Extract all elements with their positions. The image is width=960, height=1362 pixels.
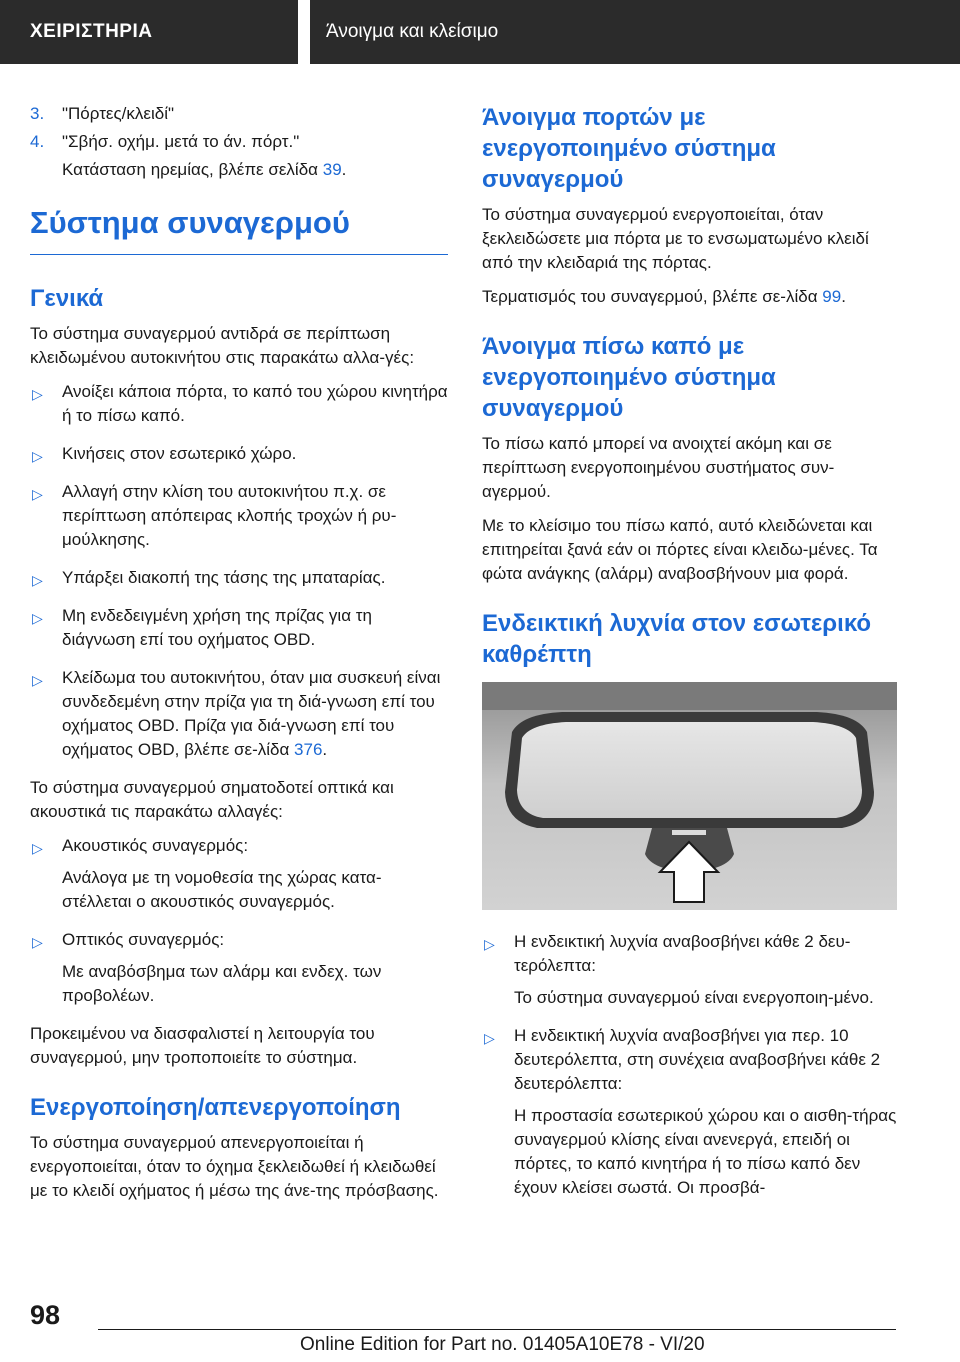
section-title: Σύστημα συναγερμού: [30, 204, 448, 255]
step-number: 4.: [30, 132, 45, 151]
page-link-39[interactable]: 39: [322, 160, 342, 179]
indicator-list: [482, 930, 897, 1200]
list-item: [30, 566, 448, 590]
indicator-detail: Το σύστημα συναγερμού είναι ενεργοποιη-μένο.: [514, 988, 874, 1007]
triangle-bullet-icon: ▷: [32, 934, 43, 950]
indicator-text: Η ενδεικτική λυχνία αναβοσβήνει κάθε 2 δευ-τερόλεπτα:: [514, 932, 851, 975]
triangle-bullet-icon: ▷: [32, 386, 43, 402]
list-item: [30, 928, 448, 1008]
list-item: [30, 666, 448, 762]
footer-divider: [98, 1329, 896, 1330]
left-column: [30, 102, 448, 1213]
page-number: 98: [30, 1300, 61, 1330]
list-item: [482, 930, 897, 1010]
step-4: [30, 130, 448, 154]
signal-detail: Με αναβόσβημα των αλάρμ και ενδεχ. των προβολέων.: [62, 962, 382, 1005]
doors-ref: [482, 285, 897, 309]
edition-note: Online Edition for Part no. 01405A10E78 - VI/20: [300, 1334, 705, 1355]
trigger-list: [30, 380, 448, 762]
tailgate-text-2: Με το κλείσιμο του πίσω καπό, αυτό κλειδώνεται και επιτηρείται ξανά εάν οι πόρτες είναι κλειδω-μένες. Τα φώτα ανάγκης (αλάρμ) αναβοσβήνουν μια φορά.: [482, 516, 878, 583]
signal-label: Οπτικός συναγερμός:: [62, 930, 225, 949]
section-label: ΧΕΙΡΙΣΤΗΡΙΑ: [0, 0, 298, 64]
signal-detail: Ανάλογα με τη νομοθεσία της χώρας κατα-στέλλεται ο ακουστικός συναγερμός.: [62, 868, 382, 911]
list-item-text: Ανοίξει κάποια πόρτα, το καπό του χώρου κινητήρα ή το πίσω καπό.: [62, 382, 448, 425]
list-item-text: Κινήσεις στον εσωτερικό χώρο.: [62, 444, 297, 463]
chapter-label: Άνοιγμα και κλείσιμο: [310, 0, 960, 64]
signal-list: [30, 834, 448, 1008]
list-item: [30, 834, 448, 914]
triangle-bullet-icon: ▷: [484, 936, 495, 952]
tailgate-text-1: Το πίσω καπό μπορεί να ανοιχτεί ακόμη και σε περίπτωση ενεργοποιημένου συστήματος συν-αγερμού.: [482, 434, 835, 501]
list-item: [30, 480, 448, 552]
page-header: [0, 0, 960, 64]
list-item: [30, 380, 448, 428]
signal-intro: Το σύστημα συναγερμού σηματοδοτεί οπτικά και ακουστικά τις παρακάτω αλλαγές:: [30, 778, 394, 821]
mirror-icon: [482, 682, 897, 910]
activation-text: Το σύστημα συναγερμού απενεργοποιείται ή ενεργοποιείται, όταν το όχημα ξεκλειδωθεί ή κλειδωθεί με το κλειδί οχήματος ή μέσω της άνε-της πρόσβασης.: [30, 1133, 439, 1200]
step-3: [30, 102, 448, 126]
doors-heading: Άνοιγμα πορτών με ενεργοποιημένο σύστημα συναγερμού: [482, 104, 776, 193]
list-item: [30, 604, 448, 652]
step-text: "Πόρτες/κλειδί": [62, 104, 175, 123]
signal-label: Ακουστικός συναγερμός:: [62, 836, 249, 855]
list-item: [482, 1024, 897, 1200]
list-item-end: .: [322, 740, 328, 759]
doors-text: Το σύστημα συναγερμού ενεργοποιείται, όταν ξεκλειδώσετε μια πόρτα με το ενσωματωμένο κλειδί από την κλειδαριά της πόρτας.: [482, 205, 869, 272]
warning-text: Προκειμένου να διασφαλιστεί η λειτουργία του συναγερμού, μην τροποποιείτε το σύστημα.: [30, 1024, 375, 1067]
list-item-text: Υπάρξει διακοπή της τάσης της μπαταρίας.: [62, 568, 386, 587]
doors-ref-text: Τερματισμός του συναγερμού, βλέπε σε-λίδα: [482, 287, 823, 306]
step-note-text: Κατάσταση ηρεμίας, βλέπε σελίδα: [62, 160, 323, 179]
triangle-bullet-icon: ▷: [32, 672, 43, 688]
triangle-bullet-icon: ▷: [484, 1030, 495, 1046]
header-gap: [298, 0, 310, 64]
tailgate-heading: Άνοιγμα πίσω καπό με ενεργοποιημένο σύστημα συναγερμού: [482, 333, 776, 422]
step-number: 3.: [30, 104, 45, 123]
right-column: [482, 102, 897, 1214]
indicator-heading: Ενδεικτική λυχνία στον εσωτερικό καθρέπτη: [482, 610, 872, 668]
indicator-detail: Η προστασία εσωτερικού χώρου και ο αισθη-τήρας συναγερμού κλίσης είναι ανενεργά, επειδή οι πόρτες, το καπό κινητήρα ή το πίσω καπό δεν έχουν κλείσει σωστά. Οι προσβά-: [514, 1106, 897, 1197]
list-item-text: Μη ενδεδειγμένη χρήση της πρίζας για τη διάγνωση επί του οχήματος OBD.: [62, 606, 372, 649]
list-item-text: Αλλαγή στην κλίση του αυτοκινήτου π.χ. σε περίπτωση απόπειρας κλοπής τροχών ή ρυ-μούλκησης.: [62, 482, 397, 549]
doors-ref-end: .: [841, 287, 846, 306]
list-item: [30, 442, 448, 466]
step-note: [30, 158, 448, 182]
step-note-end: .: [341, 160, 347, 179]
triangle-bullet-icon: ▷: [32, 840, 43, 856]
triangle-bullet-icon: ▷: [32, 486, 43, 502]
general-intro: Το σύστημα συναγερμού αντιδρά σε περίπτωση κλειδωμένου αυτοκινήτου στις παρακάτω αλλα-γές:: [30, 324, 415, 367]
general-heading: Γενικά: [30, 285, 104, 312]
step-text: "Σβήσ. οχήμ. μετά το άν. πόρτ.": [62, 132, 300, 151]
page-link-376[interactable]: 376: [294, 740, 323, 759]
indicator-text: Η ενδεικτική λυχνία αναβοσβήνει για περ. 10 δευτερόλεπτα, στη συνέχεια αναβοσβήνει κάθε 2 δευτερόλεπτα:: [514, 1026, 881, 1093]
triangle-bullet-icon: ▷: [32, 610, 43, 626]
triangle-bullet-icon: ▷: [32, 448, 43, 464]
rearview-mirror-illustration: [482, 682, 897, 910]
activation-heading: Ενεργοποίηση/απενεργοποίηση: [30, 1094, 401, 1121]
list-item-text: Κλείδωμα του αυτοκινήτου, όταν μια συσκευή είναι συνδεδεμένη στην πρίζα για τη διά-γνωση επί του οχήματος OBD. Πρίζα για διά-γνωση επί του οχήματος OBD, βλέπε σε-λίδα: [62, 668, 441, 759]
page-link-99[interactable]: 99: [822, 287, 842, 306]
triangle-bullet-icon: ▷: [32, 572, 43, 588]
